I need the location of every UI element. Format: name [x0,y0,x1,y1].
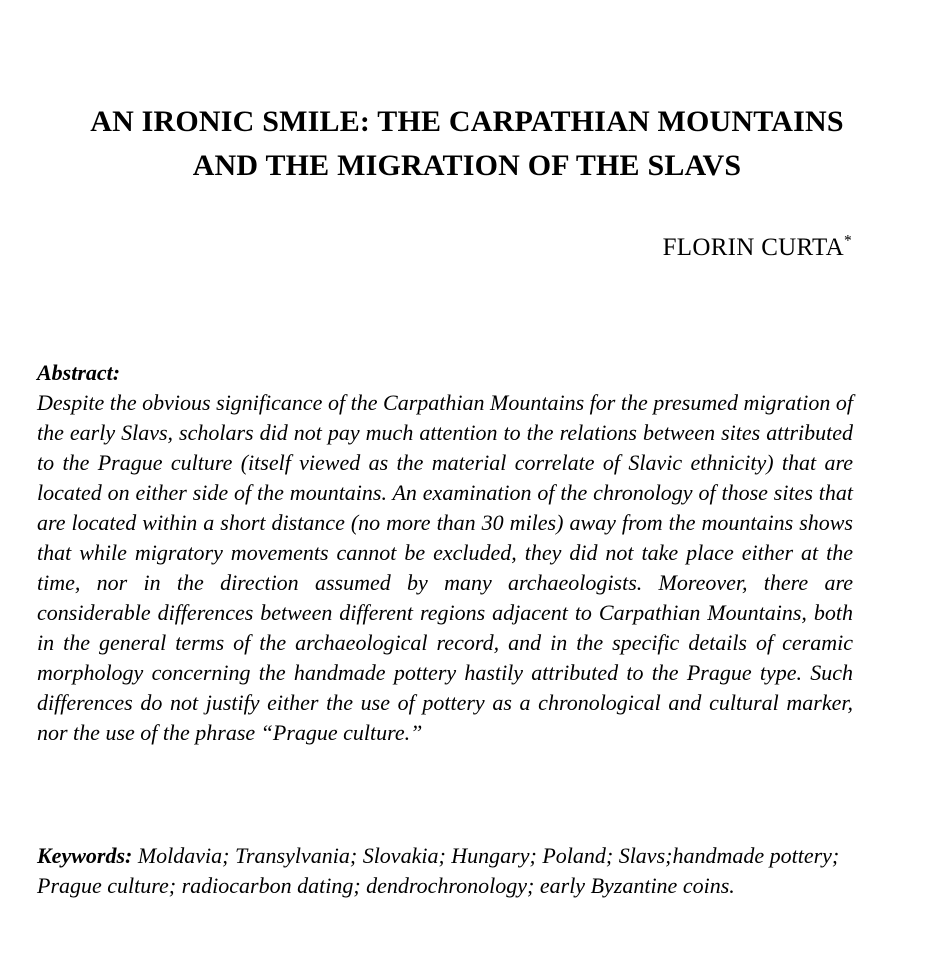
title-line-2: AND THE MIGRATION OF THE SLAVS [192,149,742,182]
keywords-section [37,841,853,901]
abstract-text: Despite the obvious significance of the Carpathian Mountains for the presumed migration of the early Slavs, scholars did not pay much attention to the relations between sites attributed to the Prague culture (itself viewed as the material correlate of Slavic ethnicity) that are located on either side of the mountains. An examination of the chronology of those sites that are located within a short distance (no more than 30 miles) away from the mountains shows that while migratory movements cannot be excluded, they did not take place either at the time, nor in the direction assumed by many archaeologists. Moreover, there are considerable differences between different regions adjacent to Carpathian Mountains, both in the general terms of the archaeological record, and in the specific details of ceramic morphology concerning the handmade pottery hastily attributed to the Prague type. Such differences do not justify either the use of pottery as a chronological and cultural marker, nor the use of the phrase “Prague culture.” [37,390,853,745]
keywords-text: Moldavia; Transylvania; Slovakia; Hungary; Poland; Slavs;handmade pottery; Prague culture; radiocarbon dating; dendrochronology; early Byzantine coins. [37,843,840,898]
abstract-label: Abstract: [37,360,121,385]
author-name-text: FLORIN CURTA [662,234,844,261]
author-name [663,234,852,261]
author-byline [37,233,852,263]
title-line-1: AN IRONIC SMILE: THE CARPATHIAN MOUNTAINS [90,105,844,138]
page-title [33,100,901,188]
keywords-label: Keywords: [37,843,133,868]
abstract-section [37,358,853,748]
author-footnote-marker: * [843,232,852,250]
